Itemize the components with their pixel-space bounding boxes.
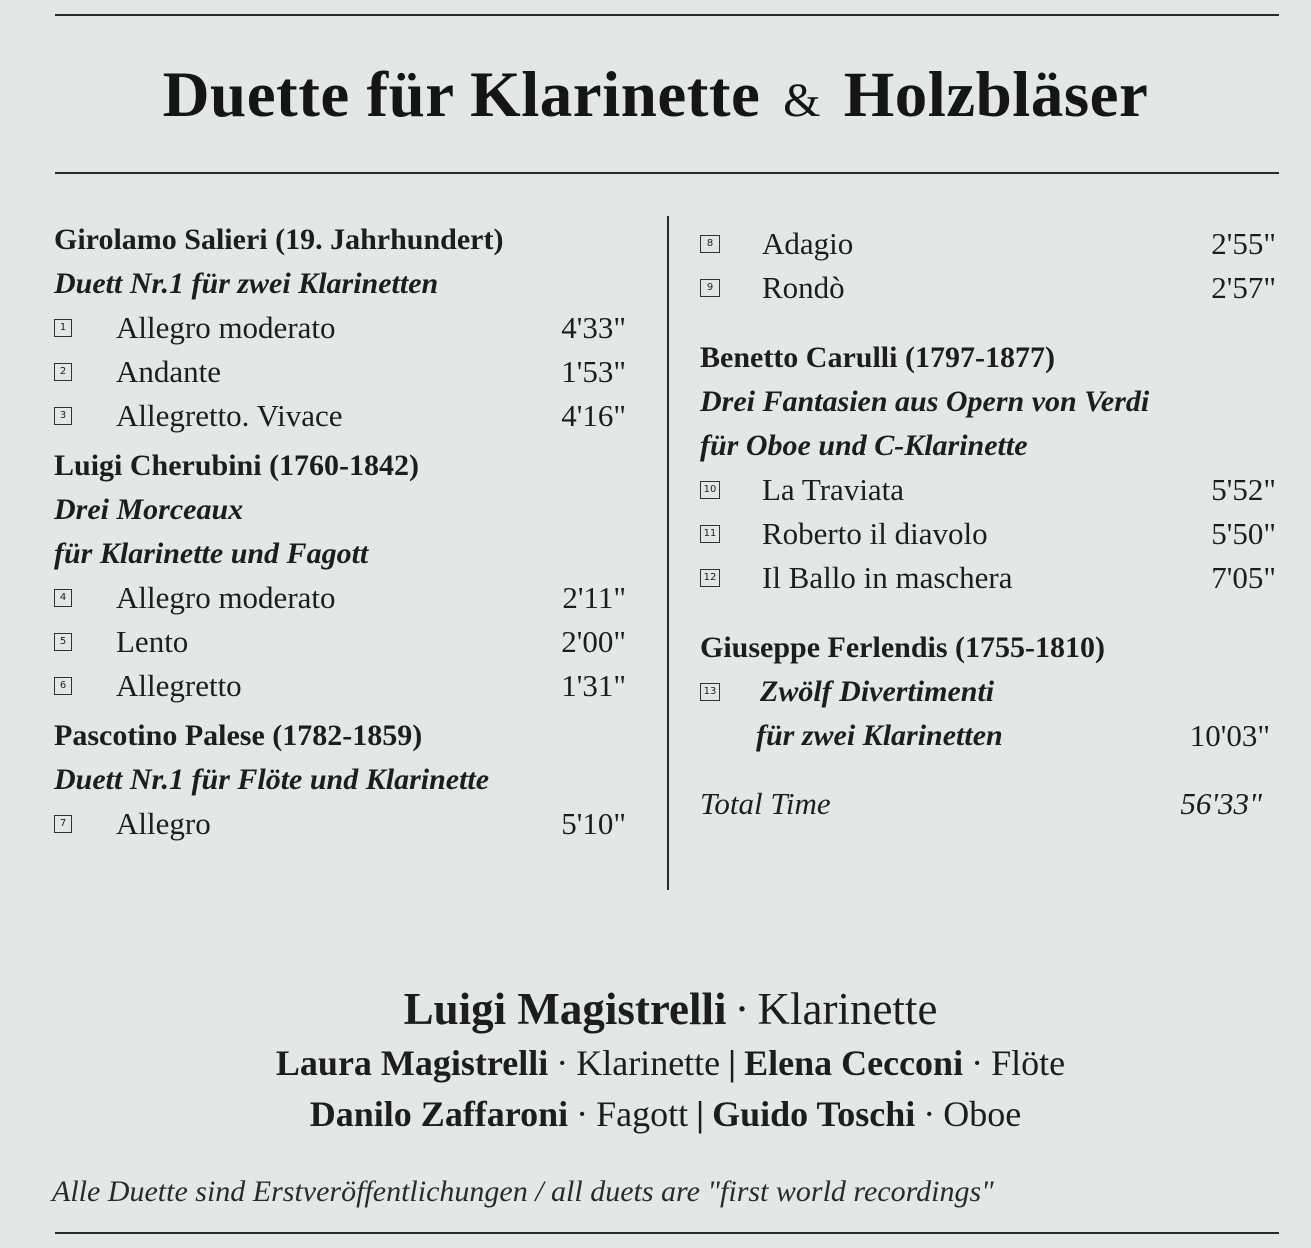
track-duration: 1'31" — [561, 668, 626, 703]
track-duration: 5'10" — [561, 806, 626, 841]
track-duration: 4'16" — [561, 398, 626, 433]
track-duration: 5'52" — [1211, 472, 1276, 507]
work-title: Duett Nr.1 für Flöte und Klarinette — [54, 763, 490, 796]
track-row — [54, 394, 634, 438]
work-title-line1: Zwölf Divertimenti — [760, 675, 995, 708]
track-row — [700, 468, 1280, 512]
track-name: Roberto il diavolo — [762, 516, 988, 551]
performer-instrument: Fagott — [596, 1094, 689, 1134]
work-title-line2: für zwei Klarinetten — [756, 719, 1003, 752]
track-name: Allegro moderato — [116, 310, 336, 345]
track-name: Adagio — [762, 226, 854, 261]
track-number-box: 6 — [54, 677, 72, 695]
separator-bar: | — [696, 1094, 705, 1134]
track-name: Lento — [116, 624, 189, 659]
track-name: Rondò — [762, 270, 845, 305]
section-salieri — [54, 218, 634, 438]
composer-heading: Girolamo Salieri (19. Jahrhundert) — [54, 223, 504, 256]
track-duration: 2'00" — [561, 624, 626, 659]
track-duration: 2'11" — [562, 580, 626, 615]
track-duration: 10'03" — [1189, 718, 1270, 753]
performer-name: Laura Magistrelli — [275, 1043, 549, 1083]
composer-heading: Giuseppe Ferlendis (1755-1810) — [700, 631, 1105, 664]
composer-heading: Pascotino Palese (1782-1859) — [54, 719, 423, 752]
track-row — [54, 576, 634, 620]
track-duration: 1'53" — [561, 354, 626, 389]
total-time-row — [700, 782, 1280, 826]
separator-dot: · — [971, 1043, 984, 1083]
track-number-box: 7 — [54, 815, 72, 833]
performer-name: Luigi Magistrelli — [403, 984, 727, 1034]
section-palese — [54, 714, 634, 846]
performer-name: Elena Cecconi — [744, 1043, 964, 1083]
track-row — [700, 556, 1280, 600]
separator-dot: · — [734, 984, 750, 1034]
performer-line-3 — [20, 1089, 1311, 1140]
bottom-rule — [55, 1232, 1279, 1234]
track-name: La Traviata — [762, 472, 905, 507]
track-row — [54, 664, 634, 708]
separator-dot: · — [576, 1094, 589, 1134]
track-number-box: 13 — [700, 683, 720, 701]
track-name: Allegretto — [116, 668, 242, 703]
work-title: Duett Nr.1 für zwei Klarinetten — [54, 267, 439, 300]
track-row — [54, 802, 634, 846]
track-row — [54, 350, 634, 394]
track-row — [700, 222, 1280, 266]
top-rule — [55, 14, 1279, 16]
track-name: Il Ballo in maschera — [762, 560, 1013, 595]
track-name: Andante — [116, 354, 222, 389]
track-duration: 7'05" — [1211, 560, 1276, 595]
section-ferlendis — [700, 626, 1280, 758]
track-duration: 4'33" — [561, 310, 626, 345]
track-name: Allegretto. Vivace — [116, 398, 343, 433]
track-number-box: 10 — [700, 481, 720, 499]
left-column — [54, 218, 634, 846]
performers-credits — [0, 980, 1311, 1140]
title-ampersand: & — [783, 74, 821, 127]
composer-heading: Luigi Cherubini (1760-1842) — [54, 449, 420, 482]
performer-instrument: Klarinette — [576, 1043, 721, 1083]
track-name: Allegro moderato — [116, 580, 336, 615]
track-duration: 5'50" — [1211, 516, 1276, 551]
performer-instrument: Flöte — [991, 1043, 1066, 1083]
performer-line-2 — [30, 1038, 1311, 1089]
title-part2: Holzbläser — [843, 59, 1149, 131]
track-number-box: 1 — [54, 319, 72, 337]
track-number-box: 2 — [54, 363, 72, 381]
performer-name: Danilo Zaffaroni — [309, 1094, 569, 1134]
right-column — [700, 222, 1280, 826]
separator-bar: | — [728, 1043, 737, 1083]
track-number-box: 3 — [54, 407, 72, 425]
track-number-box: 9 — [700, 279, 720, 297]
work-title-line1: Drei Morceaux — [54, 493, 244, 526]
performer-instrument: Oboe — [943, 1094, 1022, 1134]
performer-name: Guido Toschi — [712, 1094, 916, 1134]
track-row — [54, 306, 634, 350]
album-title — [0, 58, 1311, 133]
track-number-box: 4 — [54, 589, 72, 607]
performer-line-1 — [30, 980, 1311, 1038]
track-name: Allegro — [116, 806, 211, 841]
performer-instrument: Klarinette — [757, 984, 938, 1034]
work-title-line2: für Klarinette und Fagott — [54, 537, 369, 570]
track-number-box: 5 — [54, 633, 72, 651]
title-rule — [55, 172, 1279, 174]
track-number-box: 8 — [700, 235, 720, 253]
total-time-value: 56'33" — [1180, 786, 1262, 821]
work-title-line1: Drei Fantasien aus Opern von Verdi — [700, 385, 1150, 418]
footnote: Alle Duette sind Erstveröffentlichungen / all duets are "first world recordings" — [52, 1175, 994, 1208]
track-row — [54, 620, 634, 664]
track-duration: 2'55" — [1211, 226, 1276, 261]
track-row — [700, 512, 1280, 556]
track-duration: 2'57" — [1211, 270, 1276, 305]
track-number-box: 11 — [700, 525, 720, 543]
section-carulli — [700, 336, 1280, 600]
composer-heading: Benetto Carulli (1797-1877) — [700, 341, 1055, 374]
separator-dot: · — [923, 1094, 936, 1134]
track-row — [700, 266, 1280, 310]
work-title-line2: für Oboe und C-Klarinette — [700, 429, 1028, 462]
title-part1: Duette für Klarinette — [162, 59, 761, 131]
track-number-box: 12 — [700, 569, 720, 587]
section-salieri-continued — [700, 222, 1280, 310]
section-cherubini — [54, 444, 634, 708]
track-row — [700, 670, 1280, 758]
column-divider — [667, 216, 669, 890]
total-time-label: Total Time — [700, 786, 831, 821]
separator-dot: · — [556, 1043, 569, 1083]
